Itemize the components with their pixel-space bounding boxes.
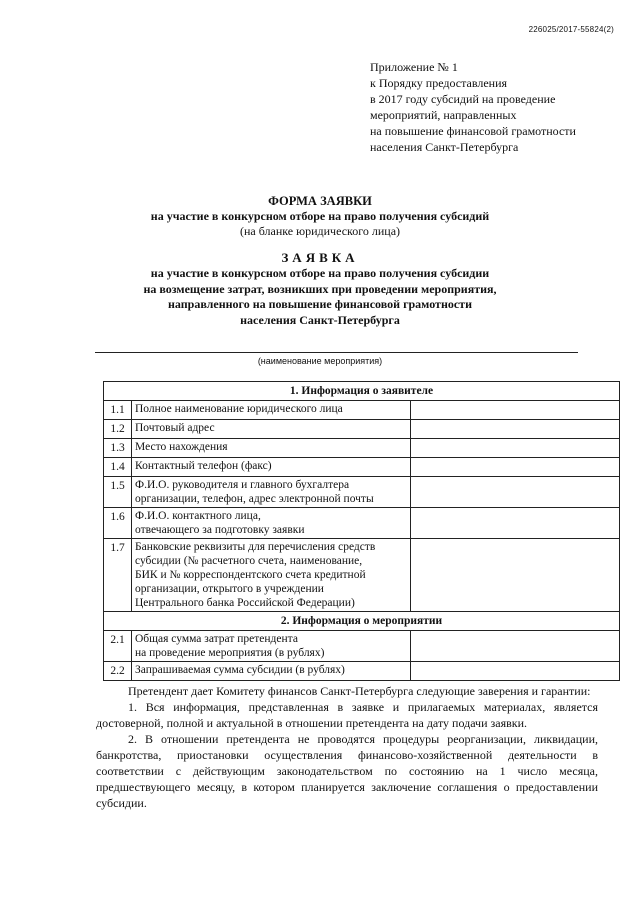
document-number: 226025/2017-55824(2) [528,25,614,34]
application-subtitle-line: на участие в конкурсном отборе на право получения субсидии [150,266,490,280]
row-label: Банковские реквизиты для перечисления средств субсидии (№ расчетного счета, наименование, БИК и № корреспондентского счета кредитной организации, открытого в учреждении Центрального банка Российской Федерации) [132,539,411,612]
row-number: 1.1 [104,401,132,420]
table-row [104,458,620,477]
guarantees-intro: Претендент дает Комитету финансов Санкт-Петербурга следующие заверения и гарантии: [128,684,591,698]
row-number: 2.1 [104,631,132,662]
table-row [104,631,620,662]
event-name-caption: (наименование мероприятия) [257,356,383,366]
row-number: 1.4 [104,458,132,477]
table-row [104,477,620,508]
row-label: Полное наименование юридического лица [132,401,411,420]
row-number: 2.2 [104,662,132,681]
annex-line: к Порядку предоставления [370,76,508,90]
application-title: ЗАЯВКА [281,250,359,265]
annex-line: мероприятий, направленных [370,108,517,122]
row-label: Ф.И.О. руководителя и главного бухгалтера организации, телефон, адрес электронной почты [132,477,411,508]
section-title: 2. Информация о мероприятии [104,612,620,631]
row-value-field[interactable] [411,508,620,539]
row-number: 1.5 [104,477,132,508]
table-row [104,401,620,420]
table-section-header [104,612,620,631]
application-subtitle-line: направленного на повышение финансовой грамотности [167,297,472,311]
application-table [103,381,620,681]
annex-line: населения Санкт-Петербурга [370,140,519,154]
row-value-field[interactable] [411,420,620,439]
row-value-field[interactable] [411,539,620,612]
form-note: (на бланке юридического лица) [239,224,401,238]
guarantee-paragraph-2: 2. В отношении претендента не проводятся процедуры реорганизации, ликвидации, банкротства, приостановки осуществления финансово-хозяйственной деятельности в соответствии с действующим законодательством по состоянию на 1 число месяца, предшествующего месяцу, в котором планируется заключение соглашения о предоставлении субсидии. [96,732,598,810]
table-section-header [104,382,620,401]
row-value-field[interactable] [411,458,620,477]
row-number: 1.6 [104,508,132,539]
table-row [104,508,620,539]
section-title: 1. Информация о заявителе [104,382,620,401]
application-subtitle [0,266,640,328]
application-subtitle-line: населения Санкт-Петербурга [240,312,400,327]
row-value-field[interactable] [411,662,620,681]
row-value-field[interactable] [411,439,620,458]
guarantee-paragraph-1: 1. Вся информация, представленная в заявке и прилагаемых материалах, является достоверной, полной и актуальной в отношении претендента на дату подачи заявки. [96,700,598,730]
row-number: 1.2 [104,420,132,439]
row-label: Контактный телефон (факс) [132,458,411,477]
row-label: Почтовый адрес [132,420,411,439]
row-label: Ф.И.О. контактного лица, отвечающего за подготовку заявки [132,508,411,539]
row-value-field[interactable] [411,477,620,508]
application-subtitle-line: на возмещение затрат, возникших при проведении мероприятия, [143,281,497,296]
row-number: 1.3 [104,439,132,458]
table-row [104,539,620,612]
table-row [104,439,620,458]
event-name-field-line[interactable] [95,352,578,353]
form-title: ФОРМА ЗАЯВКИ [268,194,372,208]
row-number: 1.7 [104,539,132,612]
row-label: Общая сумма затрат претендента на проведение мероприятия (в рублях) [132,631,411,662]
annex-line: Приложение № 1 [370,60,458,74]
table-row [104,420,620,439]
row-label: Место нахождения [132,439,411,458]
annex-line: в 2017 году субсидий на проведение [370,92,556,106]
form-subtitle: на участие в конкурсном отборе на право получения субсидий [150,209,490,223]
table-row [104,662,620,681]
annex-line: на повышение финансовой грамотности [370,124,576,138]
row-value-field[interactable] [411,401,620,420]
row-value-field[interactable] [411,631,620,662]
annex-header [370,59,620,155]
row-label: Запрашиваемая сумма субсидии (в рублях) [132,662,411,681]
